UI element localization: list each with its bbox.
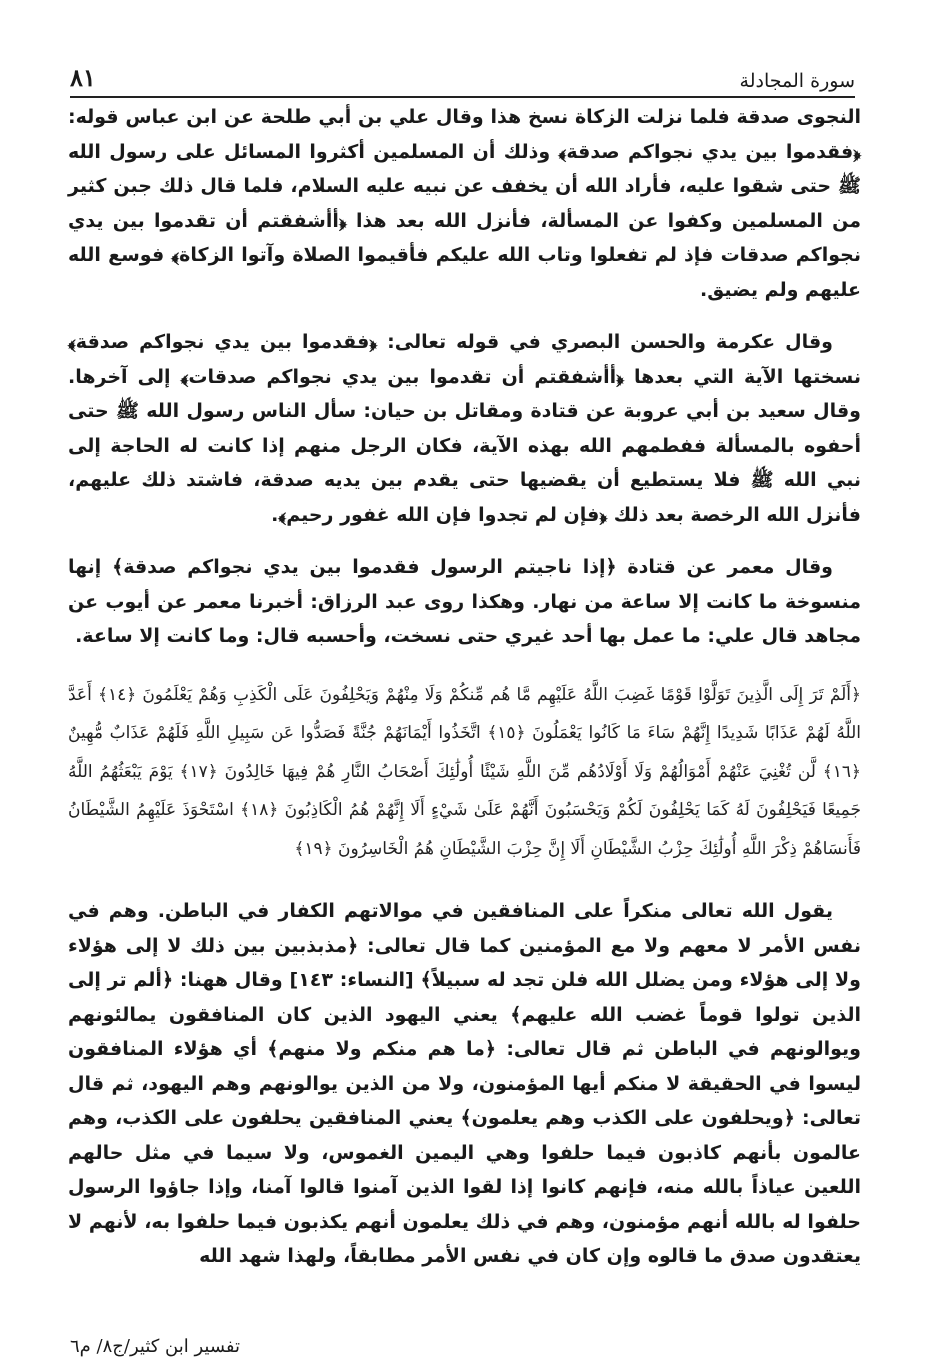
paragraph-3: وقال معمر عن قتادة ﴿إذا ناجيتم الرسول فقدموا بين يدي نجواكم صدقة﴾ إنها منسوخة ما كانت إلا ساعة من نهار. وهكذا روى عبد الرزاق: أخبرنا معمر عن أيوب عن مجاهد قال علي: ما عمل بها أحد غيري حتى نسخت، وأحسبه قال: وما كانت إلا ساعة.: [68, 556, 861, 647]
page-body: [68, 100, 861, 1274]
quran-gap: [68, 654, 861, 676]
paragraph-1: النجوى صدقة فلما نزلت الزكاة نسخ هذا وقال علي بن أبي طلحة عن ابن عباس قوله: ﴿فقدموا بين يدي نجواكم صدقة﴾ وذلك أن المسلمين أكثروا المسائل على رسول الله ﷺ حتى شقوا عليه، فأراد الله أن يخفف عن نبيه عليه السلام، فلما قال ذلك جبن كثير من المسلمين وكفوا عن المسألة، فأنزل الله بعد هذا ﴿أأشفقتم أن تقدموا بين يدي نجواكم صدقات فإذ لم تفعلوا وتاب الله عليكم فأقيموا الصلاة وآتوا الزكاة﴾ فوسع الله عليهم ولم يضيق.: [68, 106, 861, 301]
paragraph-gap: [68, 532, 861, 550]
volume-signature: تفسير ابن كثير/ج٨/ م٦: [70, 1336, 241, 1357]
paragraph-4: يقول الله تعالى منكراً على المنافقين في موالاتهم الكفار في الباطن. وهم في نفس الأمر لا معهم ولا مع المؤمنين كما قال تعالى: ﴿مذبذبين بين ذلك لا إلى هؤلاء ولا إلى هؤلاء ومن يضلل الله فلن تجد له سبيلاً﴾ [النساء: ١٤٣] وقال ههنا: ﴿ألم تر إلى الذين تولوا قوماً غضب الله عليهم﴾ يعني اليهود الذين كان المنافقون يمالئونهم ويوالونهم في الباطن ثم قال تعالى: ﴿ما هم منكم ولا منهم﴾ أي هؤلاء المنافقون ليسوا في الحقيقة لا منكم أيها المؤمنون، ولا من الذين يوالونهم وهم اليهود، ثم قال تعالى: ﴿ويحلفون على الكذب وهم يعلمون﴾ يعني المنافقين يحلفون على الكذب، وهم عالمون بأنهم كاذبون فيما حلفوا وهي اليمين الغموس، ولا سيما في مثل حالهم اللعين عياذاً بالله منه، فإنهم كانوا إذا لقوا الذين آمنوا قالوا آمنا، وإذا جاؤوا الرسول حلفوا له بالله أنهم مؤمنون، وهم في ذلك يعلمون أنهم يكذبون فيما حلفوا به، لأنهم لا يعتقدون صدق ما قالوه وإن كان في نفس الأمر مطابقاً، ولهذا شهد الله: [68, 900, 861, 1267]
paragraph-gap: [68, 307, 861, 325]
quran-gap: [68, 868, 861, 894]
header-divider: [70, 96, 855, 98]
page-header: [70, 52, 855, 92]
page-footer: [70, 1336, 863, 1357]
quran-verses-block: ﴿أَلَمْ تَرَ إِلَى الَّذِينَ تَوَلَّوْا قَوْمًا غَضِبَ اللَّهُ عَلَيْهِم مَّا هُم مِّنكُمْ وَلَا مِنْهُمْ وَيَحْلِفُونَ عَلَى الْكَذِبِ وَهُمْ يَعْلَمُونَ ﴿١٤﴾ أَعَدَّ اللَّهُ لَهُمْ عَذَابًا شَدِيدًا إِنَّهُمْ سَاءَ مَا كَانُوا يَعْمَلُونَ ﴿١٥﴾ اتَّخَذُوا أَيْمَانَهُمْ جُنَّةً فَصَدُّوا عَن سَبِيلِ اللَّهِ فَلَهُمْ عَذَابٌ مُّهِينٌ ﴿١٦﴾ لَّن تُغْنِيَ عَنْهُمْ أَمْوَالُهُمْ وَلَا أَوْلَادُهُم مِّنَ اللَّهِ شَيْئًا أُولَٰئِكَ أَصْحَابُ النَّارِ هُمْ فِيهَا خَالِدُونَ ﴿١٧﴾ يَوْمَ يَبْعَثُهُمُ اللَّهُ جَمِيعًا فَيَحْلِفُونَ لَهُ كَمَا يَحْلِفُونَ لَكُمْ وَيَحْسَبُونَ أَنَّهُمْ عَلَىٰ شَيْءٍ أَلَا إِنَّهُمْ هُمُ الْكَاذِبُونَ ﴿١٨﴾ اسْتَحْوَذَ عَلَيْهِمُ الشَّيْطَانُ فَأَنسَاهُمْ ذِكْرَ اللَّهِ أُولَٰئِكَ حِزْبُ الشَّيْطَانِ أَلَا إِنَّ حِزْبَ الشَّيْطَانِ هُمُ الْخَاسِرُونَ ﴿١٩﴾: [68, 684, 861, 859]
surah-title: سورة المجادلة: [739, 70, 855, 92]
page-number: ٨١: [70, 63, 96, 92]
paragraph-2: وقال عكرمة والحسن البصري في قوله تعالى: ﴿فقدموا بين يدي نجواكم صدقة﴾ نسختها الآية التي بعدها ﴿أأشفقتم أن تقدموا بين يدي نجواكم صدقات﴾ إلى آخرها. وقال سعيد بن أبي عروبة عن قتادة ومقاتل بن حيان: سأل الناس رسول الله ﷺ حتى أحفوه بالمسألة ففطمهم الله بهذه الآية، فكان الرجل منهم إذا كانت له الحاجة إلى نبي الله ﷺ فلا يستطيع أن يقضيها حتى يقدم بين يديه صدقة، فاشتد ذلك عليهم، فأنزل الله الرخصة بعد ذلك ﴿فإن لم تجدوا فإن الله غفور رحيم﴾.: [68, 331, 861, 526]
